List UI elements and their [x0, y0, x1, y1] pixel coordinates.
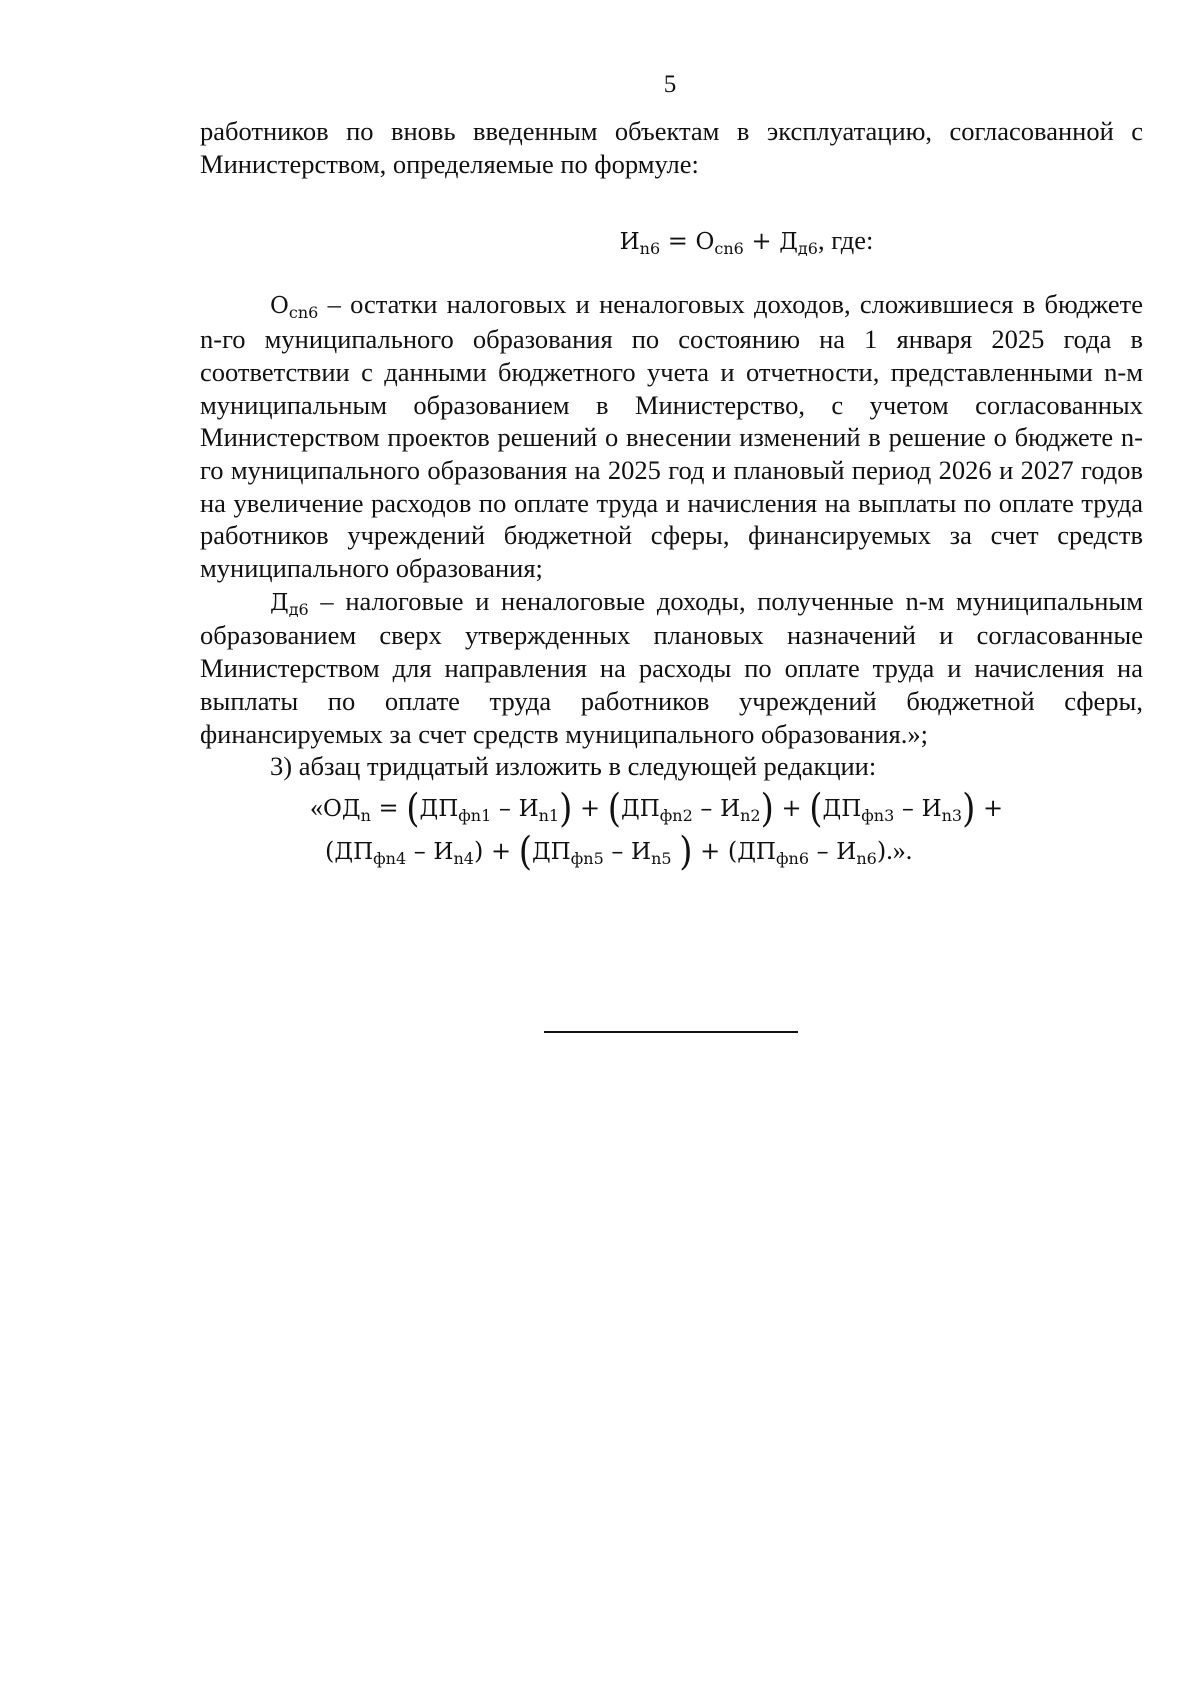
formula-term-dd6: $Д_{д6}$ — [779, 229, 818, 259]
intro-paragraph: работников по вновь введенным объектам в эксплуатацию, согласованной с Министерством, определяемые по формуле: — [200, 116, 1143, 179]
definition-dd6 — [200, 585, 1143, 751]
amendment-instruction: 3) абзац тридцатый изложить в следующей редакции: — [270, 751, 877, 782]
formula-od-n — [200, 787, 1143, 873]
definition-text: – остатки налоговых и неналоговых доходов, сложившиеся в бюджете n-го муниципального образования по состоянию на 1 января 2025 года в соответствии с данными бюджетного учета и отчетности, представленными n-м муниципальным образованием в Министерство, с учетом согласованных Министерством проектов решений о внесении изменений в решение о бюджете n-го муниципального образования на 2025 год и плановый период 2026 и 2027 годов на увеличение расходов по оплате труда и начисления на выплаты по оплате труда работников учреждений бюджетной сферы, финансируемых за счет средств муниципального образования; — [200, 289, 1143, 584]
formula-od-line-1: «$ОД_n = (ДП_{фn1} - И_{n1}) + (ДП_{фn2} - И_{n2}) + (ДП_{фn3} - И_{n3})$ + — [310, 785, 1004, 832]
formula-i-n6: $И_{n6} = О_{сn6} + Д_{д6}$, где: — [619, 225, 874, 259]
definition-ocn6 — [200, 288, 1143, 584]
formula-od-line-2: $(ДП_{фn4} - И_{n4}) + (ДП_{фn5} - И_{n5}$ ) + $(ДП_{фn6} - И_{n6})$.». — [325, 828, 913, 875]
formula-term-ocn6: $О_{сn6}$ — [695, 229, 744, 259]
page-number: 5 — [663, 71, 677, 98]
definition-symbol: $Д_{д6}$ — [270, 589, 309, 619]
formula-lhs: $И_{n6}$ — [619, 229, 661, 259]
document-body — [200, 115, 1143, 873]
definition-text: – налоговые и неналоговые доходы, полученные n-м муниципальным образованием сверх утвержденных плановых назначений и согласованные Министерством для направления на расходы по оплате труда и начисления на выплаты по оплате труда работников учреждений бюджетной сферы, финансируемых за счет средств муниципального образования.»; — [200, 585, 1143, 749]
end-separator-line — [544, 1031, 798, 1033]
definition-symbol: $О_{сn6}$ — [270, 293, 319, 323]
